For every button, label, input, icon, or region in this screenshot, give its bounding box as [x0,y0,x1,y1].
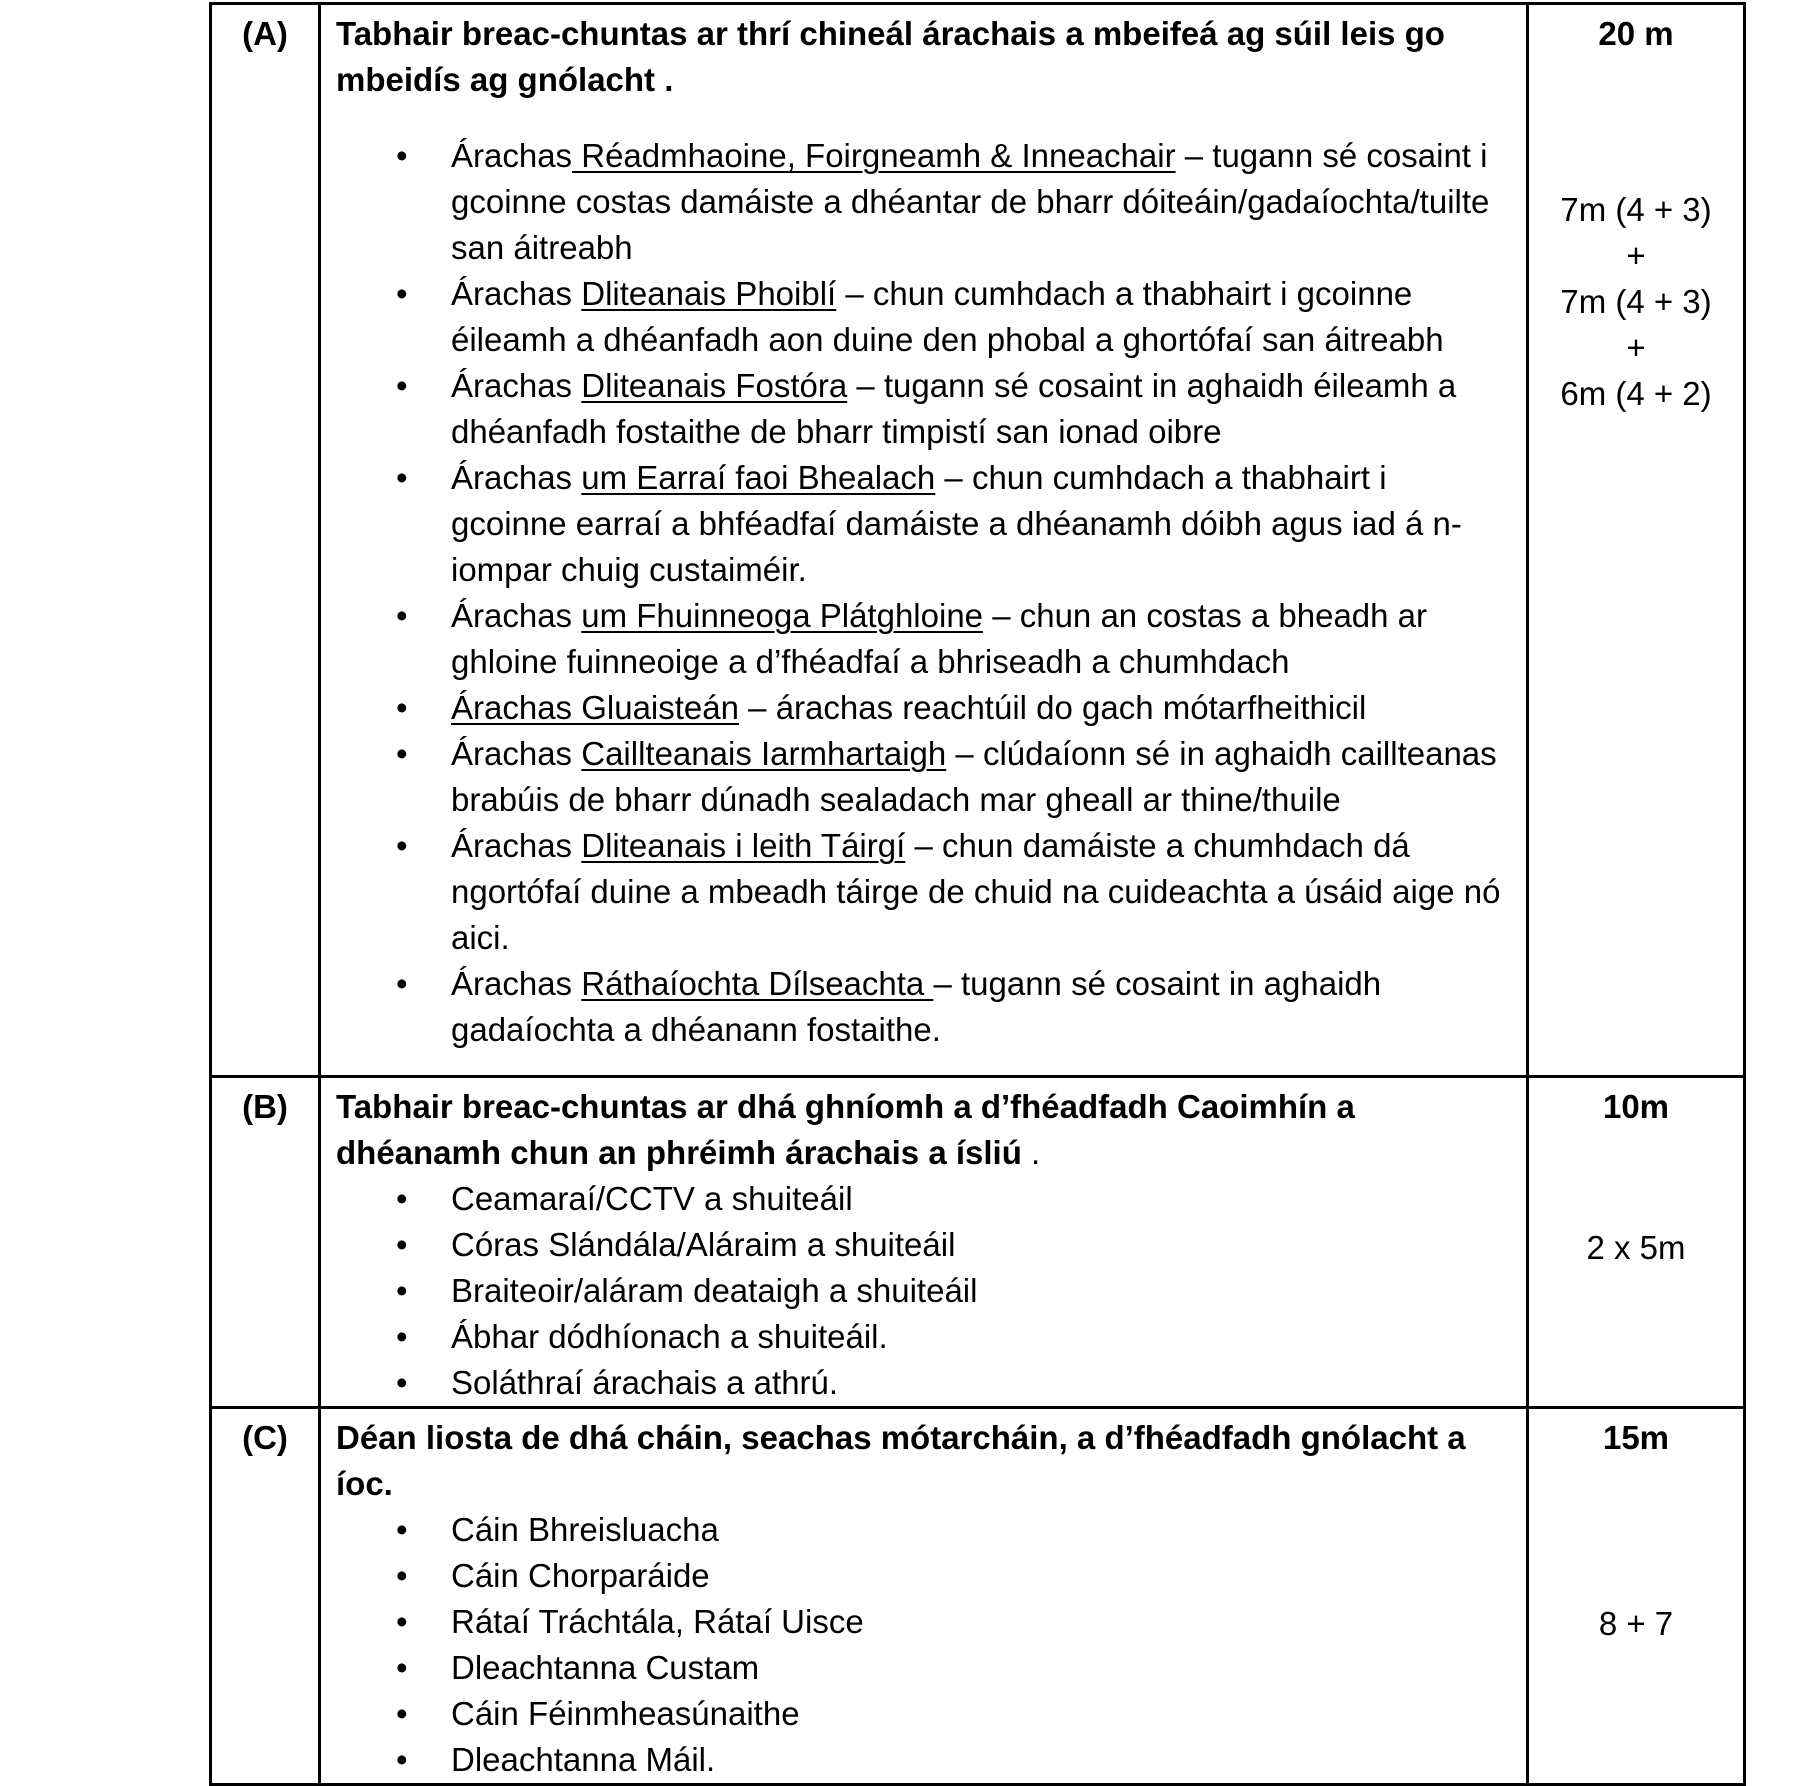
bullet-marker-icon [396,1691,408,1737]
bullet-marker-icon [396,823,408,869]
bullet-text: Dleachtanna Custam [451,1649,760,1686]
bullet-text-underlined: um Earraí faoi Bhealach [581,459,936,496]
bullet-marker-icon [396,271,408,317]
bullet-text-underlined: Dliteanais i leith Táirgí [581,827,906,864]
list-item [336,455,1511,593]
row-label-cell [211,4,320,1077]
marks-breakdown [1529,187,1743,417]
bullet-text-rest: – tugann sé cosaint in aghaidh gadaíochta a dhéanann fostaithe. [451,965,1382,1048]
bullet-text-pre: Árachas [451,827,582,864]
list-item [336,731,1511,823]
bullet-text: Braiteoir/aláram deataigh a shuiteáil [451,1272,978,1309]
marks-breakdown-line: + [1626,237,1646,274]
bullet-marker-icon [396,1268,408,1314]
marks-cell [1528,1408,1745,1785]
bullet-text-pre: Árachas [451,735,582,772]
row-label-cell [211,1077,320,1408]
bullet-marker-icon [396,455,408,501]
content-cell [320,1077,1528,1408]
list-item [336,1645,1511,1691]
table-row-b [211,1077,1745,1408]
marks-breakdown [1529,1601,1743,1647]
answer-list [336,1507,1511,1783]
bullet-marker-icon [396,363,408,409]
bullet-marker-icon [396,1599,408,1645]
bullet-text: Cáin Féinmheasúnaithe [451,1695,800,1732]
question-title: Tabhair breac-chuntas ar dhá ghníomh a d’fhéadfadh Caoimhín a dhéanamh chun an phréimh árachais a ísliú . [336,1088,1355,1171]
bullet-marker-icon [396,1360,408,1406]
list-item [336,133,1511,271]
list-item [336,271,1511,363]
marking-scheme-table [209,2,1746,1786]
bullet-text-underlined: Árachas Gluaisteán [451,689,739,726]
marks-breakdown-line: 6m (4 + 2) [1560,375,1712,412]
bullet-marker-icon [396,1553,408,1599]
marks-cell [1528,1077,1745,1408]
question-title: Déan liosta de dhá cháin, seachas mótarcháin, a d’fhéadfadh gnólacht a íoc. [336,1419,1466,1502]
list-item [336,1553,1511,1599]
bullet-text-rest: – chun cumhdach a thabhairt i gcoinne earraí a bhféadfaí damáiste a dhéanamh dóibh agus iad á n-iompar chuig custaiméir. [451,459,1462,588]
bullet-text-underlined: Réadmhaoine, Foirgneamh & Inneachair [572,137,1176,174]
table-row-c [211,1408,1745,1785]
answer-list [336,1176,1511,1406]
marks-breakdown-line: 7m (4 + 3) [1560,191,1712,228]
row-label: (C) [242,1419,288,1456]
list-item [336,1507,1511,1553]
bullet-marker-icon [396,1737,408,1783]
bullet-marker-icon [396,593,408,639]
marks-breakdown [1529,1225,1743,1271]
list-item [336,1314,1511,1360]
bullet-text: Cáin Chorparáide [451,1557,710,1594]
list-item [336,1176,1511,1222]
bullet-text-underlined: Caillteanais Iarmhartaigh [581,735,947,772]
list-item [336,1222,1511,1268]
bullet-text-pre: Árachas [451,137,573,174]
question-title: Tabhair breac-chuntas ar thrí chineál árachais a mbeifeá ag súil leis go mbeidís ag gnólacht . [336,15,1445,98]
answer-list [336,133,1511,1053]
bullet-text-rest: – clúdaíonn sé in aghaidh caillteanas brabúis de bharr dúnadh sealadach mar gheall ar thine/thuile [451,735,1497,818]
list-item [336,685,1511,731]
list-item [336,1691,1511,1737]
bullet-text: Ceamaraí/CCTV a shuiteáil [451,1180,853,1217]
bullet-marker-icon [396,961,408,1007]
bullet-text: Dleachtanna Máil. [451,1741,716,1778]
list-item [336,1360,1511,1406]
content-cell [320,4,1528,1077]
marks-breakdown-line: + [1626,329,1646,366]
list-item [336,961,1511,1053]
bullet-marker-icon [396,1222,408,1268]
bullet-text-pre: Árachas [451,367,582,404]
table-row-a [211,4,1745,1077]
marks-total: 10m [1602,1088,1670,1125]
row-label-cell [211,1408,320,1785]
bullet-text-pre: Árachas [451,459,582,496]
bullet-marker-icon [396,133,408,179]
bullet-marker-icon [396,1507,408,1553]
bullet-text-rest: – tugann sé cosaint in aghaidh éileamh a dhéanfadh fostaithe de bharr timpistí san ionad oibre [451,367,1457,450]
bullet-text: Soláthraí árachais a athrú. [451,1364,839,1401]
bullet-text-rest: – chun damáiste a chumhdach dá ngortófaí duine a mbeadh táirge de chuid na cuideachta a úsáid aige nó aici. [451,827,1501,956]
marks-breakdown-line: 8 + 7 [1598,1605,1674,1642]
bullet-marker-icon [396,1314,408,1360]
marks-breakdown-line: 2 x 5m [1586,1229,1686,1266]
bullet-text-pre: Árachas [451,275,582,312]
bullet-text-underlined: um Fhuinneoga Plátghloine [581,597,984,634]
content-cell [320,1408,1528,1785]
bullet-text-pre: Árachas [451,597,582,634]
list-item [336,1268,1511,1314]
bullet-text: Rátaí Tráchtála, Rátaí Uisce [451,1603,864,1640]
marks-total: 20 m [1598,15,1674,52]
bullet-text-underlined: Dliteanais Phoiblí [581,275,837,312]
list-item [336,1737,1511,1783]
row-label: (B) [242,1088,288,1125]
marking-scheme-page [0,2,1818,1778]
marks-total: 15m [1602,1419,1670,1456]
list-item [336,823,1511,961]
bullet-marker-icon [396,685,408,731]
bullet-text-pre: Árachas [451,965,582,1002]
bullet-text: Córas Slándála/Aláraim a shuiteáil [451,1226,956,1263]
bullet-marker-icon [396,731,408,777]
bullet-marker-icon [396,1645,408,1691]
bullet-marker-icon [396,1176,408,1222]
marks-cell [1528,4,1745,1077]
list-item [336,593,1511,685]
bullet-text-rest: – chun cumhdach a thabhairt i gcoinne éileamh a dhéanfadh aon duine den phobal a ghortófaí san áitreabh [451,275,1444,358]
list-item [336,363,1511,455]
bullet-text-rest: – árachas reachtúil do gach mótarfheithicil [739,689,1367,726]
row-label: (A) [242,15,288,52]
marks-breakdown-line: 7m (4 + 3) [1560,283,1712,320]
bullet-text: Ábhar dódhíonach a shuiteáil. [451,1318,888,1355]
bullet-text-underlined: Dliteanais Fostóra [581,367,848,404]
bullet-text-rest: – chun an costas a bheadh ar ghloine fuinneoige a d’fhéadfaí a bhriseadh a chumhdach [451,597,1428,680]
bullet-text-rest: – tugann sé cosaint i gcoinne costas damáiste a dhéantar de bharr dóiteáin/gadaíochta/tuilte san áitreabh [451,137,1490,266]
bullet-text-underlined: Ráthaíochta Dílseachta [581,965,934,1002]
bullet-text: Cáin Bhreisluacha [451,1511,719,1548]
list-item [336,1599,1511,1645]
